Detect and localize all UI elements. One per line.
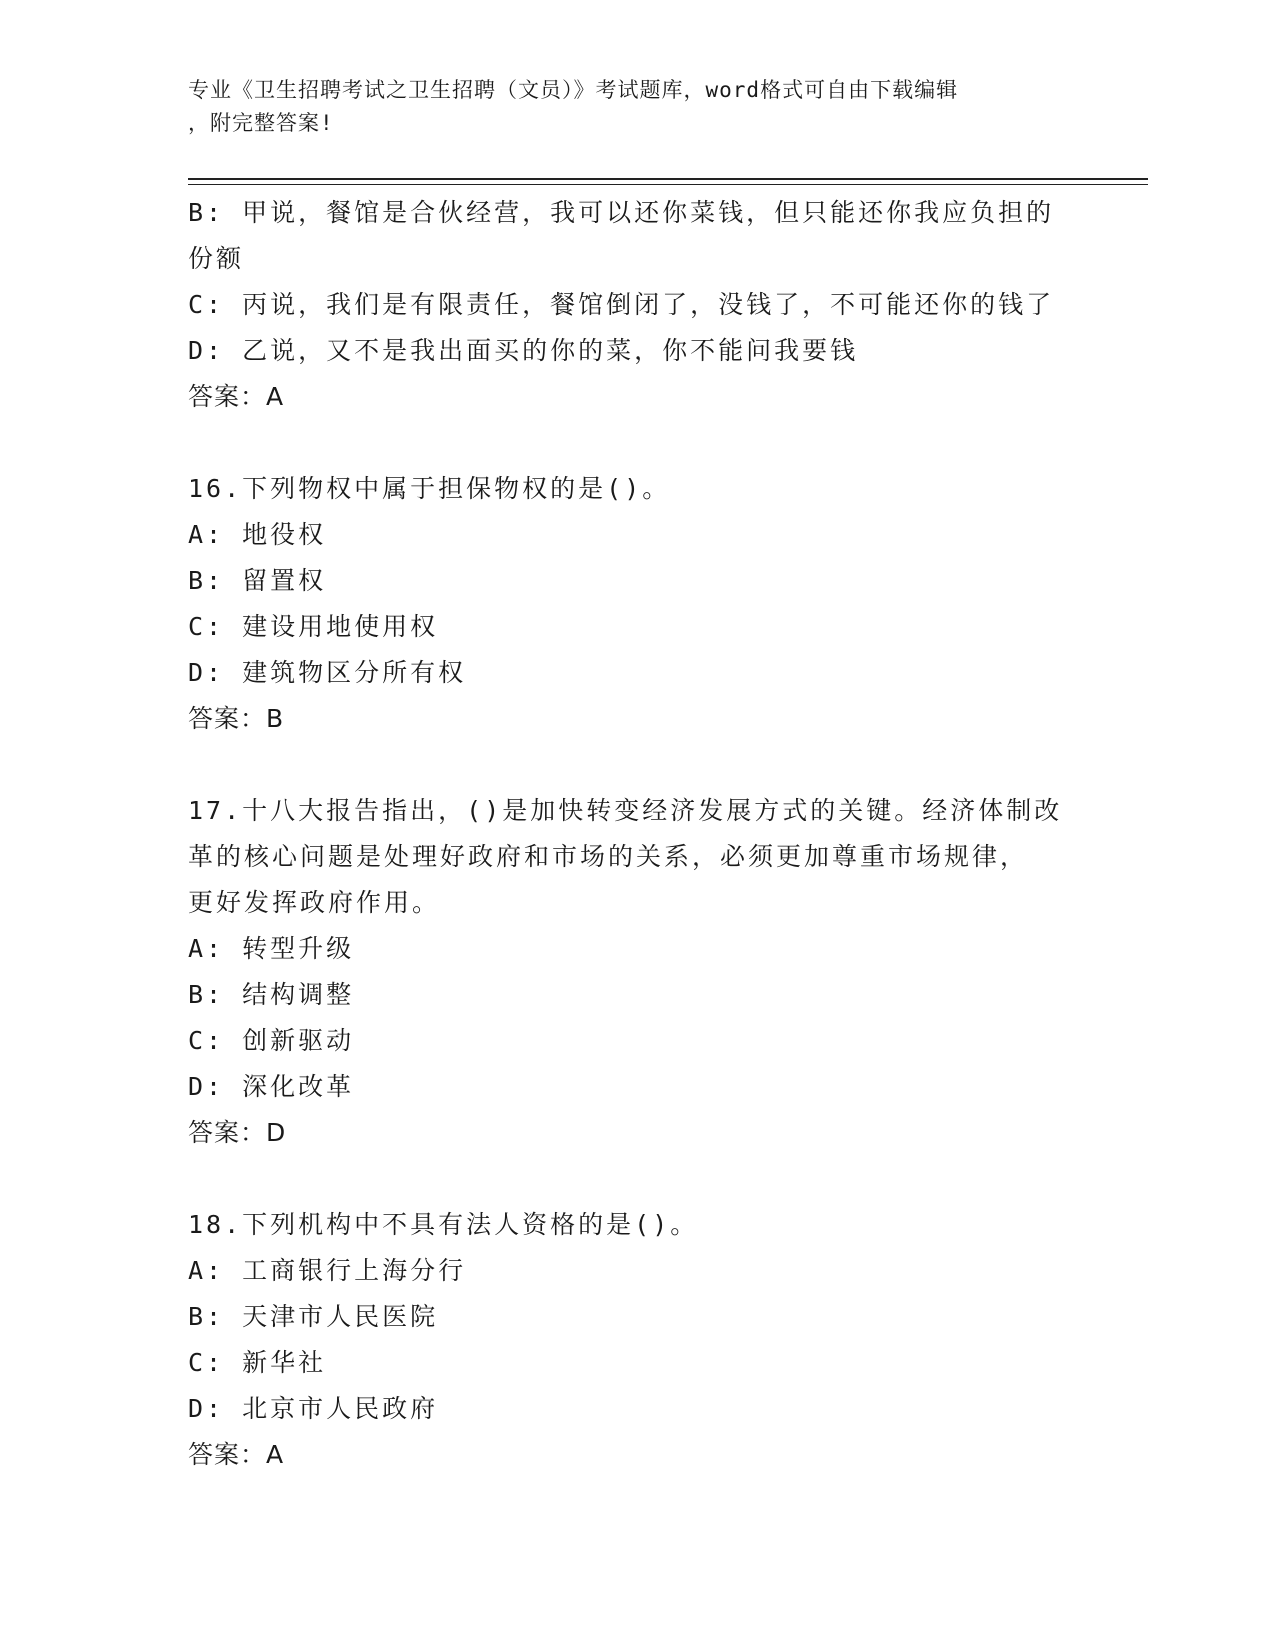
question-text-line: C: 丙说，我们是有限责任，餐馆倒闭了，没钱了，不可能还你的钱了	[188, 290, 1055, 319]
header-divider-thick	[188, 178, 1148, 180]
answer-line: 答案：A	[188, 382, 285, 411]
question-text-line: 革的核心问题是处理好政府和市场的关系，必须更加尊重市场规律，	[188, 842, 1029, 871]
document-header	[188, 74, 1078, 140]
header-line-2: ，附完整答案!	[188, 111, 334, 135]
question-text-line: B: 天津市人民医院	[188, 1302, 439, 1331]
question-text-line: C: 新华社	[188, 1348, 327, 1377]
question-text-line: B: 结构调整	[188, 980, 355, 1009]
question-text-line: D: 北京市人民政府	[188, 1394, 439, 1423]
question-text-line: D: 建筑物区分所有权	[188, 658, 467, 687]
question-text-line: 更好发挥政府作用。	[188, 888, 441, 917]
header-line-1: 专业《卫生招聘考试之卫生招聘（文员）》考试题库，word格式可自由下载编辑	[188, 78, 959, 102]
spacer	[188, 1156, 1088, 1202]
question-text-line: C: 创新驱动	[188, 1026, 355, 1055]
question-text-line: C: 建设用地使用权	[188, 612, 439, 641]
question-text-line: 17.十八大报告指出，()是加快转变经济发展方式的关键。经济体制改	[188, 796, 1063, 825]
question-text-line: 18.下列机构中不具有法人资格的是()。	[188, 1210, 699, 1239]
question-text-line: D: 深化改革	[188, 1072, 355, 1101]
answer-line: 答案：A	[188, 1440, 285, 1469]
question-text-line: D: 乙说，又不是我出面买的你的菜，你不能问我要钱	[188, 336, 859, 365]
question-text-line: B: 甲说，餐馆是合伙经营，我可以还你菜钱，但只能还你我应负担的	[188, 198, 1055, 227]
answer-line: 答案：B	[188, 704, 285, 733]
question-text-line: A: 工商银行上海分行	[188, 1256, 467, 1285]
question-text-line: A: 地役权	[188, 520, 327, 549]
question-text-line: 16.下列物权中属于担保物权的是()。	[188, 474, 671, 503]
question-text-line: A: 转型升级	[188, 934, 355, 963]
spacer	[188, 420, 1088, 466]
answer-line: 答案：D	[188, 1118, 287, 1147]
question-text-line: 份额	[188, 244, 245, 273]
question-list	[188, 190, 1088, 1478]
spacer	[188, 742, 1088, 788]
question-text-line: B: 留置权	[188, 566, 327, 595]
header-divider-thin	[188, 184, 1148, 185]
